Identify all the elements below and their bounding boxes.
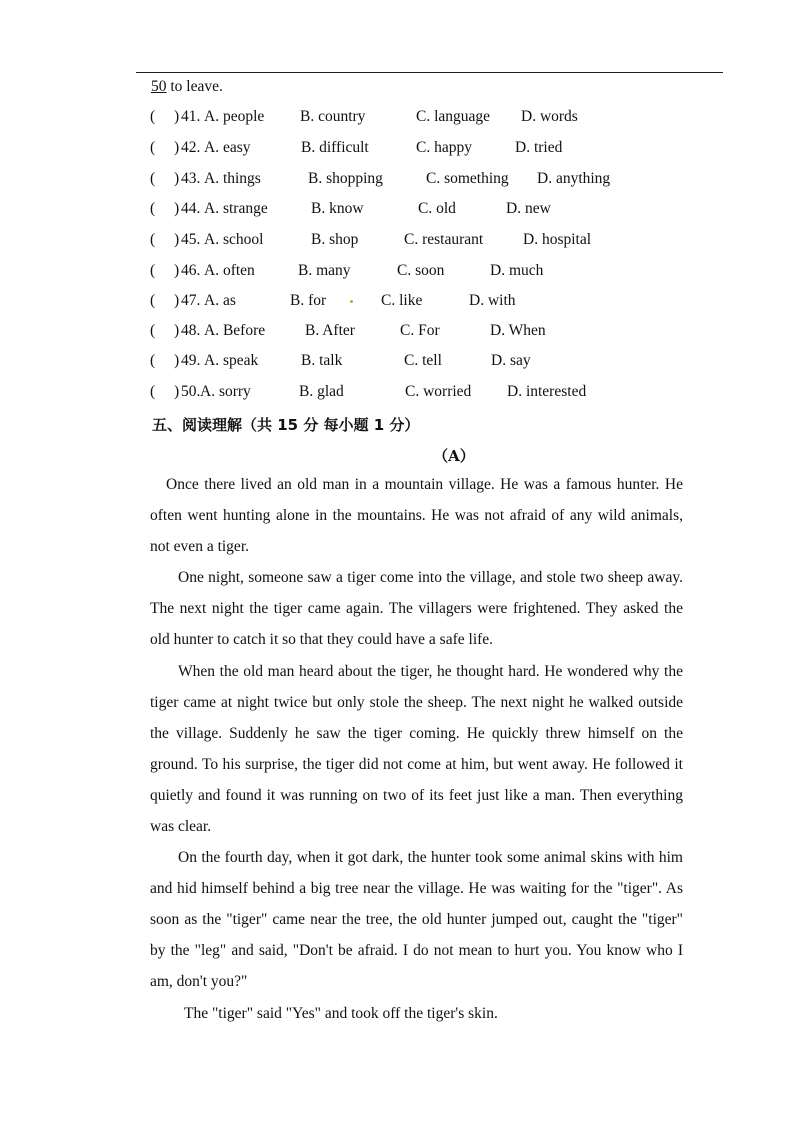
stray-mark [350,300,353,303]
option-d: D. say [491,352,531,369]
passage-paragraph-5: The "tiger" said "Yes" and took off the tiger's skin. [184,1005,498,1022]
option-d: D. much [490,262,544,279]
option-c: C. something [426,170,509,187]
option-c: C. language [416,108,491,125]
option-d: D. interested [507,383,587,400]
answer-paren-open: ( [150,108,156,125]
option-a: A. Before [204,322,266,339]
answer-paren-open: ( [150,231,156,248]
answer-paren-open: ( [150,383,156,400]
option-d: D. words [521,108,578,125]
option-c: C. restaurant [404,231,484,248]
passage-paragraph-1: Once there lived an old man in a mountain village. He was a famous hunter. He often went hunting alone in the mountains. He was not afraid of any wild animals, not even a tiger. [150,476,683,556]
passage-paragraph-3: When the old man heard about the tiger, he thought hard. He wondered why the tiger came at night twice but only stole the sheep. The next night he walked outside the village. Suddenly he saw the tiger coming. He quickly threw himself on the ground. To his surprise, the tiger did not come at him, but went away. He followed it quietly and found it was running on two of its feet just like a man. Then everything was clear. [150,663,683,836]
answer-paren-close: ) [174,200,180,217]
answer-paren-open: ( [150,139,156,156]
question-number: 44. [181,200,201,217]
answer-paren-open: ( [150,200,156,217]
question-number: 48. [181,322,201,339]
answer-paren-close: ) [174,322,180,339]
option-c: C. worried [405,383,472,400]
option-c: C. soon [397,262,445,279]
passage-paragraph-4: On the fourth day, when it got dark, the hunter took some animal skins with him and hid himself behind a big tree near the village. He was waiting for the "tiger". As soon as the "tiger" came near the tree, the old hunter jumped out, caught the "tiger" by the "leg" and said, "Don't be afraid. I do not mean to hurt you. You know who I am, don't you?" [150,849,683,991]
option-a: A. sorry [200,383,251,400]
answer-paren-open: ( [150,352,156,369]
option-a: A. as [204,292,236,309]
answer-paren-close: ) [174,352,180,369]
answer-paren-open: ( [150,170,156,187]
option-b: B. for [290,292,327,309]
question-number: 42. [181,139,201,156]
option-b: B. glad [299,383,344,400]
option-c: C. happy [416,139,472,156]
option-d: D. When [490,322,546,339]
option-b: B. many [298,262,351,279]
option-a: A. easy [204,139,251,156]
option-c: C. like [381,292,423,309]
option-a: A. things [204,170,261,187]
answer-paren-close: ) [174,139,180,156]
option-a: A. speak [204,352,259,369]
option-a: A. strange [204,200,268,217]
option-b: B. shopping [308,170,383,187]
option-b: B. talk [301,352,343,369]
option-d: D. anything [537,170,611,187]
continuation-text: to leave. [166,78,223,95]
question-number: 50. [181,383,201,400]
option-d: D. hospital [523,231,592,248]
section-heading: 五、阅读理解（共 15 分 每小题 1 分） [152,416,420,434]
question-number: 41. [181,108,201,125]
answer-paren-close: ) [174,108,180,125]
passage-label: （A） [433,447,475,465]
option-b: B. After [305,322,355,339]
option-b: B. difficult [301,139,369,156]
option-a: A. often [204,262,255,279]
option-d: D. with [469,292,516,309]
blank-number: 50 [151,78,167,95]
option-d: D. new [506,200,551,217]
option-c: C. tell [404,352,442,369]
question-number: 49. [181,352,201,369]
answer-paren-open: ( [150,262,156,279]
option-c: C. For [400,322,440,339]
question-number: 43. [181,170,201,187]
option-a: A. school [204,231,264,248]
option-b: B. shop [311,231,359,248]
option-d: D. tried [515,139,563,156]
answer-paren-close: ) [174,292,180,309]
question-number: 46. [181,262,201,279]
answer-paren-close: ) [174,383,180,400]
answer-paren-close: ) [174,170,180,187]
continuation-line [151,78,223,96]
option-c: C. old [418,200,456,217]
question-number: 47. [181,292,201,309]
option-b: B. know [311,200,364,217]
passage-paragraph-2: One night, someone saw a tiger come into the village, and stole two sheep away. The next night the tiger came again. The villagers were frightened. They asked the old hunter to catch it so that they could have a safe life. [150,569,683,649]
option-a: A. people [204,108,265,125]
question-number: 45. [181,231,201,248]
answer-paren-open: ( [150,292,156,309]
answer-paren-close: ) [174,262,180,279]
answer-paren-open: ( [150,322,156,339]
answer-paren-close: ) [174,231,180,248]
option-b: B. country [300,108,366,125]
header-rule [136,72,723,73]
